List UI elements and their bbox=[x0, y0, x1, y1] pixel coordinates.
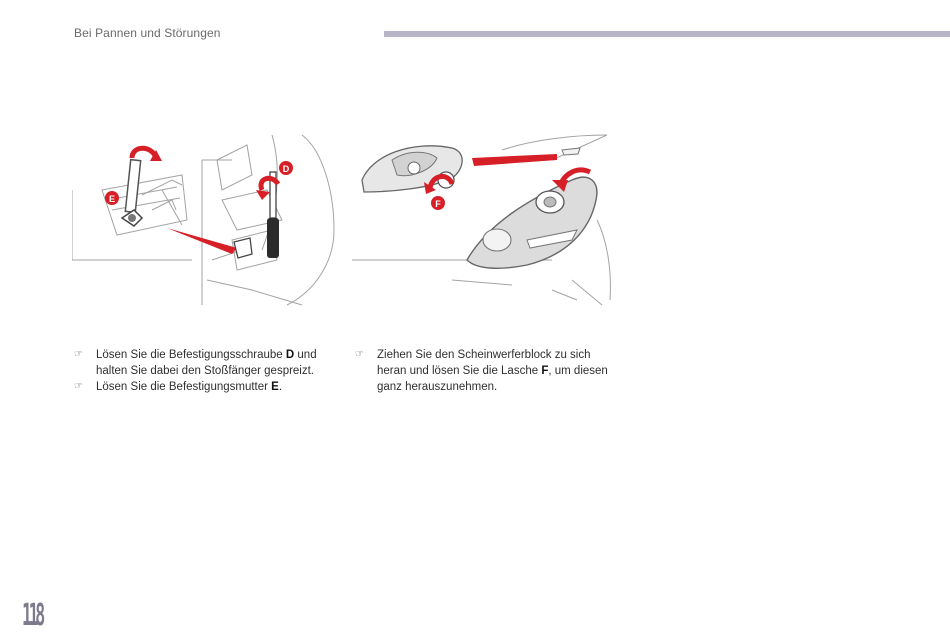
instructions-right bbox=[355, 347, 620, 395]
label-f: F bbox=[435, 199, 441, 209]
illustration-headlamp bbox=[352, 130, 614, 308]
instruction-item bbox=[74, 347, 344, 379]
section-title: Bei Pannen und Störungen bbox=[74, 26, 221, 40]
instruction-item bbox=[355, 347, 620, 395]
label-d: D bbox=[282, 164, 290, 174]
page-number: 118 bbox=[22, 598, 42, 633]
pointing-hand-icon: ☞ bbox=[74, 381, 83, 392]
pointing-hand-icon: ☞ bbox=[74, 349, 83, 360]
illustration-bumper-screw bbox=[72, 130, 340, 308]
instruction-item bbox=[74, 379, 344, 395]
instructions-left bbox=[74, 347, 344, 395]
label-e: E bbox=[108, 194, 116, 204]
instruction-text: Ziehen Sie den Scheinwerferblock zu sich heran und lösen Sie die Lasche F, um diesen ganz herauszunehmen. bbox=[377, 349, 608, 393]
header-bar bbox=[384, 31, 950, 37]
instruction-text: Lösen Sie die Befestigungsmutter E. bbox=[96, 381, 283, 393]
instruction-text: Lösen Sie die Befestigungsschraube D und halten Sie dabei den Stoßfänger gespreizt. bbox=[96, 349, 317, 377]
pointing-hand-icon: ☞ bbox=[355, 349, 364, 360]
